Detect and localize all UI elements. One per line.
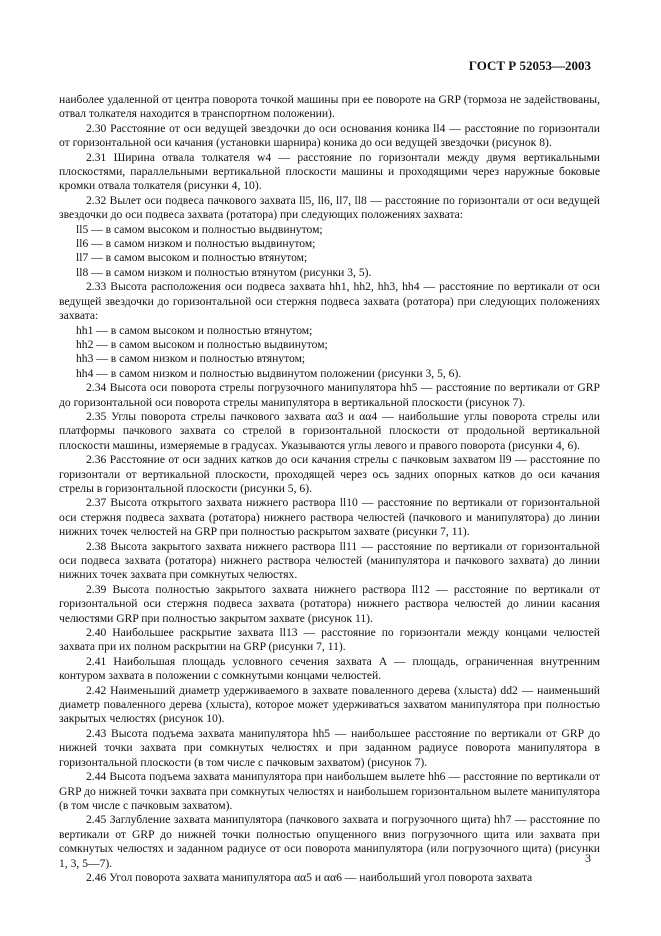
- paragraph: 2.37 Высота открытого захвата нижнего раствора ll10 — расстояние по вертикали от горизонтальной оси стержня подвеса захвата (ротатора) нижнего раствора челюстей (пачкового и манипулятора) до линии нижних точек челюстей на GRP при полностью раскрытом захвате (рисунки 7, 11).: [59, 496, 600, 539]
- paragraph: 2.45 Заглубление захвата манипулятора (пачкового захвата и погрузочного щита) hh7 — расстояние по вертикали от GRP до нижней точки полностью опущенного вниз погрузочного щита или захвата при сомкнутых челюстях и заданном радиусе от оси поворота манипулятора (или погрузочного щита) (рисунки 1, 3, 5—7).: [59, 813, 600, 870]
- list-item: ll5 — в самом высоком и полностью выдвинутом;: [76, 222, 323, 236]
- paragraph: 2.30 Расстояние от оси ведущей звездочки до оси основания коника ll4 — расстояние по горизонтали от горизонтальной оси качания (установки шарнира) коника до оси ведущей звездочки (рисунок 8).: [59, 121, 600, 150]
- paragraph: 2.34 Высота оси поворота стрелы погрузочного манипулятора hh5 — расстояние по вертикали от GRP до горизонтальной оси поворота стрелы манипулятора в вертикальной плоскости (рисунок 7).: [59, 381, 600, 409]
- paragraph: 2.38 Высота закрытого захвата нижнего раствора ll11 — расстояние по вертикали от горизонтальной оси подвеса захвата (ротатора) нижнего раствора челюстей (манипулятора и пачкового захвата) до линии нижних точек захвата при сомкнутых челюстях.: [59, 539, 600, 582]
- list-item: hh1 — в самом высоком и полностью втянутом;: [76, 323, 313, 337]
- list-item: ll7 — в самом высоком и полностью втянутом;: [76, 251, 308, 265]
- paragraph: 2.31 Ширина отвала толкателя w4 — расстояние по горизонтали между двумя вертикальными плоскостями, параллельными вертикальной плоскости машины и проходящими через наружные боковые кромки отвала толкателя (рисунки 4, 10).: [59, 150, 600, 193]
- list-item: hh2 — в самом высоком и полностью выдвинутом;: [76, 337, 328, 351]
- paragraph: 2.39 Высота полностью закрытого захвата нижнего раствора ll12 — расстояние по вертикали от горизонтальной оси стержня подвеса захвата (ротатора) нижнего раствора челюстей до линии касания челюстями GRP при полностью закрытом захвате (рисунок 11).: [59, 582, 600, 625]
- paragraph: 2.43 Высота подъема захвата манипулятора hh5 — наибольшее расстояние по вертикали от GRP до нижней точки захвата при сомкнутых челюстях и при заданном радиусе поворота манипулятора в горизонтальной плоскости (в том числе с пачковым захватом) (рисунок 7).: [59, 726, 600, 769]
- list-item: hh4 — в самом низком и полностью выдвинутом положении (рисунки 3, 5, 6).: [76, 366, 462, 380]
- paragraph: наиболее удаленной от центра поворота точкой машины при ее повороте на GRP (тормоза не задействованы, отвал толкателя находится в транспортном положении).: [59, 93, 600, 121]
- list-item: ll6 — в самом низком и полностью выдвинутом;: [76, 237, 316, 251]
- paragraph: 2.40 Наибольшее раскрытие захвата ll13 — расстояние по горизонтали между концами челюстей захвата при их полном раскрытии на GRP (рисунки 7, 11).: [59, 626, 600, 654]
- page-number: 3: [585, 851, 591, 865]
- list-item: hh3 — в самом низком и полностью втянутом;: [76, 352, 306, 366]
- paragraph: 2.41 Наибольшая площадь условного сечения захвата A — площадь, ограниченная внутренним контуром захвата в положении с сомкнутыми концами челюстей.: [59, 654, 600, 683]
- paragraph: 2.32 Вылет оси подвеса пачкового захвата ll5, ll6, ll7, ll8 — расстояние по горизонтали от оси ведущей звездочки до оси подвеса захвата (ротатора) при следующих положениях захвата:: [59, 193, 600, 222]
- paragraph: 2.35 Углы поворота стрелы пачкового захвата αα3 и αα4 — наибольшие углы поворота стрелы или платформы пачкового захвата со стрелой в горизонтальной плоскости от продольной вертикальной плоскости машины, измеряемые в градусах. Указываются углы левого и правого поворота (рисунки 4, 6).: [59, 409, 600, 452]
- paragraph: 2.33 Высота расположения оси подвеса захвата hh1, hh2, hh3, hh4 — расстояние по вертикали от оси ведущей звездочки до горизонтальной оси стержня подвеса захвата (ротатора) при следующих положениях захвата:: [59, 280, 600, 323]
- paragraph: 2.44 Высота подъема захвата манипулятора при наибольшем вылете hh6 — расстояние по вертикали от GRP до нижней точки захвата при сомкнутых челюстях и наибольшем горизонтальном вылете манипулятора (в том числе с пачковым захватом).: [59, 770, 600, 812]
- paragraph: 2.46 Угол поворота захвата манипулятора αα5 и αα6 — наибольший угол поворота захвата: [86, 870, 533, 884]
- document-body: [59, 93, 600, 885]
- list-item: ll8 — в самом низком и полностью втянутом (рисунки 3, 5).: [76, 265, 372, 279]
- standard-header: ГОСТ Р 52053—2003: [468, 58, 591, 73]
- paragraph: 2.36 Расстояние от оси задних катков до оси качания стрелы с пачковым захватом ll9 — расстояние по горизонтали от вертикальной плоскости, проходящей через ось задних опорных катков до оси качания стрелы в горизонтальной плоскости (рисунки 5, 6).: [59, 453, 600, 495]
- paragraph: 2.42 Наименьший диаметр удерживаемого в захвате поваленного дерева (хлыста) dd2 — наименьший диаметр поваленного дерева (хлыста), которое может удерживаться захватом манипулятора при полностью закрытых челюстях (рисунок 10).: [59, 683, 600, 726]
